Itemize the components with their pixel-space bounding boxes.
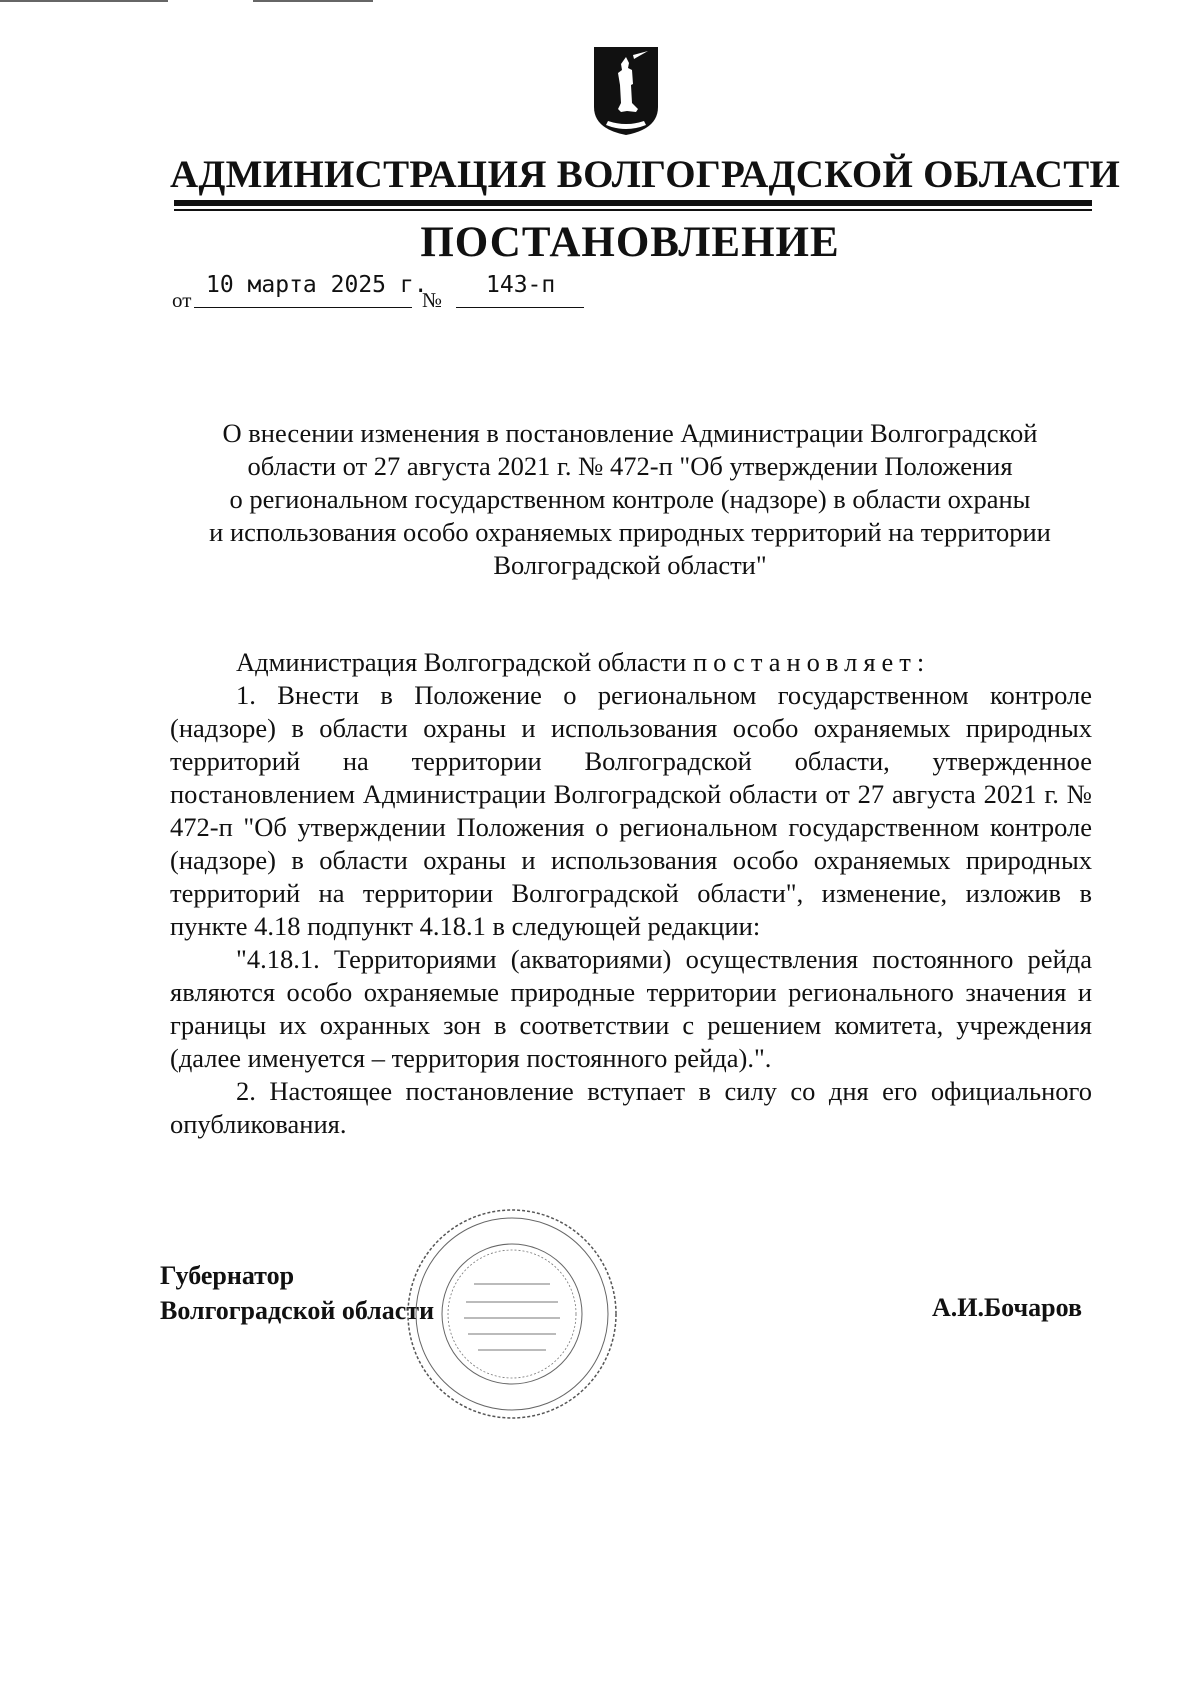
subject-line: Волгоградской области" (493, 550, 767, 580)
official-seal-icon (404, 1206, 620, 1422)
document-type-title: ПОСТАНОВЛЕНИЕ (420, 219, 840, 266)
signer-position-line: Волгоградской области (160, 1296, 435, 1325)
date-prefix: от (172, 288, 192, 312)
subject-line: о региональном государственном контроле (надзоре) в области охраны (229, 484, 1031, 514)
number-underline (456, 307, 584, 308)
document-subject (170, 417, 1090, 582)
subject-line: О внесении изменения в постановление Администрации Волгоградской (222, 418, 1038, 448)
header-rule-thick (174, 200, 1092, 206)
item-1: 1. Внести в Положение о региональном государственном контроле (надзоре) в области охраны и использования особо охраняемых природных территорий на территории Волгоградской области, утвержденное постановлением Администрации Волгоградской области от 27 августа 2021 г. № 472-п "Об утверждении Положения о региональном государственном контроле (надзоре) в области охраны и использования особо охраняемых природных территорий на территории Волгоградской области", изменение, изложив в пункте 4.18 подпункт 4.18.1 в следующей редакции: (170, 680, 1092, 941)
preamble (170, 646, 1092, 679)
item-1-quote: "4.18.1. Территориями (акваториями) осуществления постоянного рейда являются особо охраняемые природные территории регионального значения и границы их охранных зон в соответствии с решением комитета, учреждения (далее именуется – территория постоянного рейда).". (170, 944, 1092, 1073)
signer-position (160, 1258, 434, 1328)
signer-position-line: Губернатор (160, 1261, 295, 1290)
number-value: 143-п (486, 272, 556, 298)
preamble-text: Администрация Волгоградской области (236, 647, 693, 677)
preamble-spaced-verb: постановляет: (692, 647, 931, 677)
subject-line: и использования особо охраняемых природных территорий на территории (209, 517, 1051, 547)
date-value: 10 марта 2025 г. (206, 272, 428, 298)
coat-of-arms-icon (592, 45, 660, 137)
date-number-row (172, 272, 632, 312)
date-underline (194, 307, 412, 308)
item-2: 2. Настоящее постановление вступает в силу со дня его официального опубликования. (170, 1076, 1092, 1139)
scan-edge-mark (253, 0, 373, 2)
subject-line: области от 27 августа 2021 г. № 472-п "Об утверждении Положения (247, 451, 1013, 481)
signer-name: А.И.Бочаров (931, 1293, 1082, 1322)
organization-title: АДМИНИСТРАЦИЯ ВОЛГОГРАДСКОЙ ОБЛАСТИ (170, 153, 1121, 196)
document-body (170, 646, 1092, 1141)
number-prefix: № (422, 288, 443, 312)
scan-edge-mark (0, 0, 168, 2)
header-rule-thin (174, 209, 1092, 211)
